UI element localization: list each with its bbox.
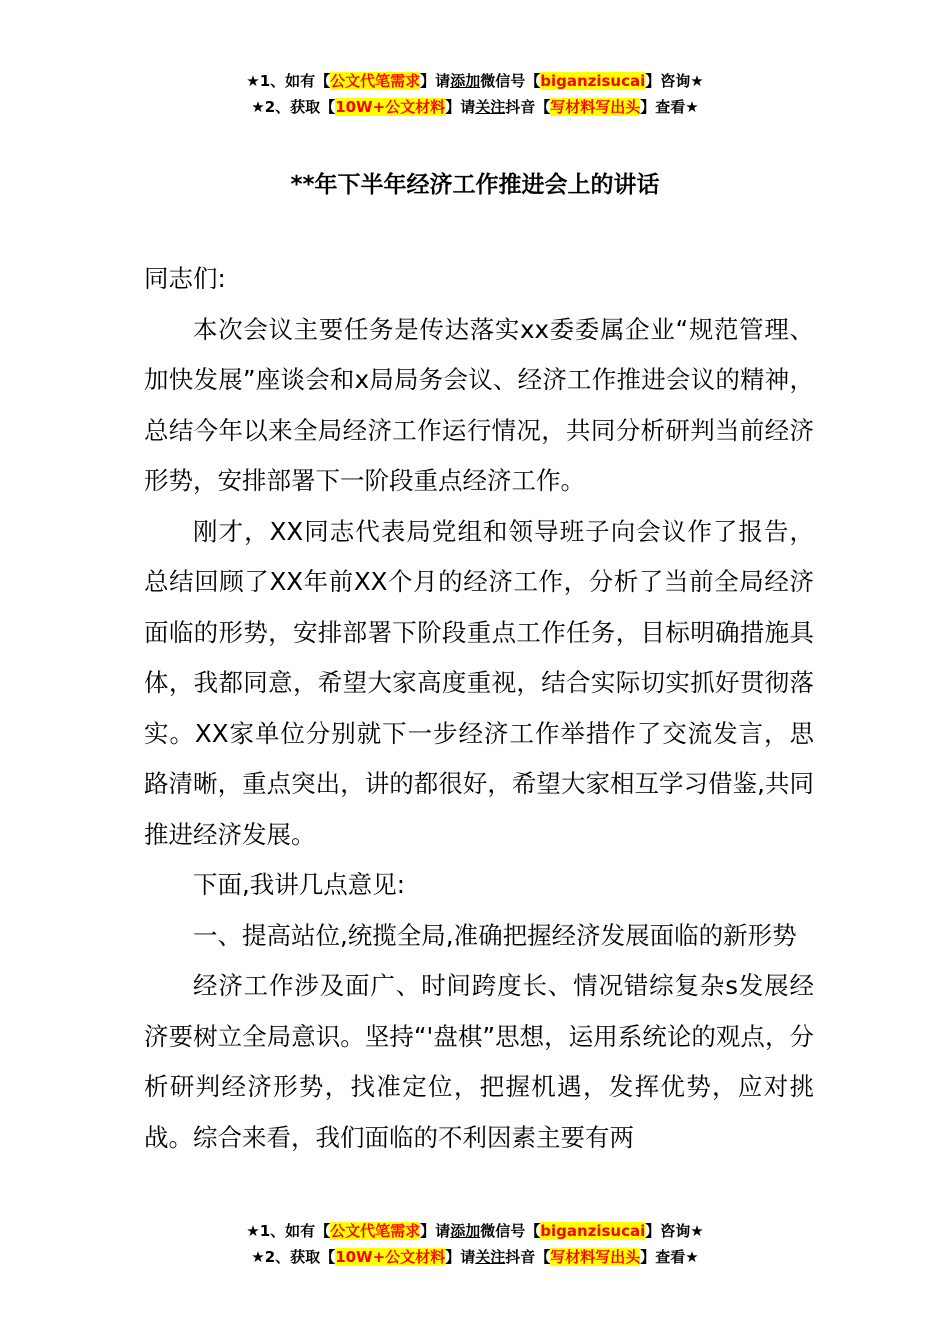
banner-text: 】查看★ xyxy=(640,1248,699,1266)
banner-text: 】咨询★ xyxy=(645,72,704,90)
banner-text: ★2、获取【 xyxy=(251,1248,336,1266)
header-banner xyxy=(0,68,950,120)
banner-text: 】请 xyxy=(445,98,476,116)
banner-text: 】查看★ xyxy=(640,98,699,116)
banner-text: ★1、如有【 xyxy=(246,1222,331,1240)
banner-highlight: biganzisucai xyxy=(540,72,646,90)
footer-banner xyxy=(0,1218,950,1270)
banner-underline: 关注 xyxy=(475,98,506,116)
banner-highlight: 10W+公文材料 xyxy=(335,98,446,116)
paragraph-5: 经济工作涉及面广、时间跨度长、情况错综复杂s发展经济要树立全局意识。坚持“'盘棋”思想，运用系统论的观点，分析研判经济形势，找准定位，把握机遇，发挥优势，应对挑战。综合来看，我们面临的不利因素主要有两 xyxy=(144,971,814,1152)
banner-line-1 xyxy=(0,1218,950,1244)
banner-highlight: 写材料写出头 xyxy=(550,1248,641,1266)
paragraph-1: 本次会议主要任务是传达落实xx委委属企业“规范管理、加快发展”座谈会和x局局务会议、经济工作推进会议的精神，总结今年以来全局经济工作运行情况，共同分析研判当前经济形势，安排部署下一阶段重点经济工作。 xyxy=(144,314,814,495)
banner-text: 】请 xyxy=(445,1248,476,1266)
banner-text: 】请 xyxy=(420,72,451,90)
banner-line-1 xyxy=(0,68,950,94)
document-body xyxy=(144,254,814,1163)
banner-underline: 关注 xyxy=(475,1248,506,1266)
salutation: 同志们: xyxy=(144,264,226,293)
banner-text: 抖音【 xyxy=(505,98,551,116)
paragraph-3: 下面,我讲几点意见: xyxy=(193,870,406,899)
section-heading-1: 一、提高站位,统揽全局,准确把握经济发展面临的新形势 xyxy=(193,920,797,950)
banner-highlight: 写材料写出头 xyxy=(550,98,641,116)
banner-text: 微信号【 xyxy=(480,1222,541,1240)
banner-line-2 xyxy=(0,94,950,120)
banner-text: 抖音【 xyxy=(505,1248,551,1266)
banner-highlight: 公文代笔需求 xyxy=(330,1222,421,1240)
banner-text: 微信号【 xyxy=(480,72,541,90)
banner-underline: 添加 xyxy=(450,1222,481,1240)
banner-text: 】咨询★ xyxy=(645,1222,704,1240)
banner-highlight: 10W+公文材料 xyxy=(335,1248,446,1266)
banner-line-2 xyxy=(0,1244,950,1270)
banner-text: 】请 xyxy=(420,1222,451,1240)
banner-highlight: biganzisucai xyxy=(540,1222,646,1240)
banner-text: ★2、获取【 xyxy=(251,98,336,116)
banner-underline: 添加 xyxy=(450,72,481,90)
banner-text: ★1、如有【 xyxy=(246,72,331,90)
paragraph-2: 刚才，XX同志代表局党组和领导班子向会议作了报告，总结回顾了XX年前XX个月的经济工作，分析了当前全局经济面临的形势，安排部署下阶段重点工作任务，目标明确措施具体，我都同意，希望大家高度重视，结合实际切实抓好贯彻落实。XX家单位分别就下一步经济工作举措作了交流发言，思路清晰，重点突出，讲的都很好，希望大家相互学习借鉴,共同推进经济发展。 xyxy=(144,516,814,849)
document-title: **年下半年经济工作推进会上的讲话 xyxy=(290,172,660,198)
banner-highlight: 公文代笔需求 xyxy=(330,72,421,90)
